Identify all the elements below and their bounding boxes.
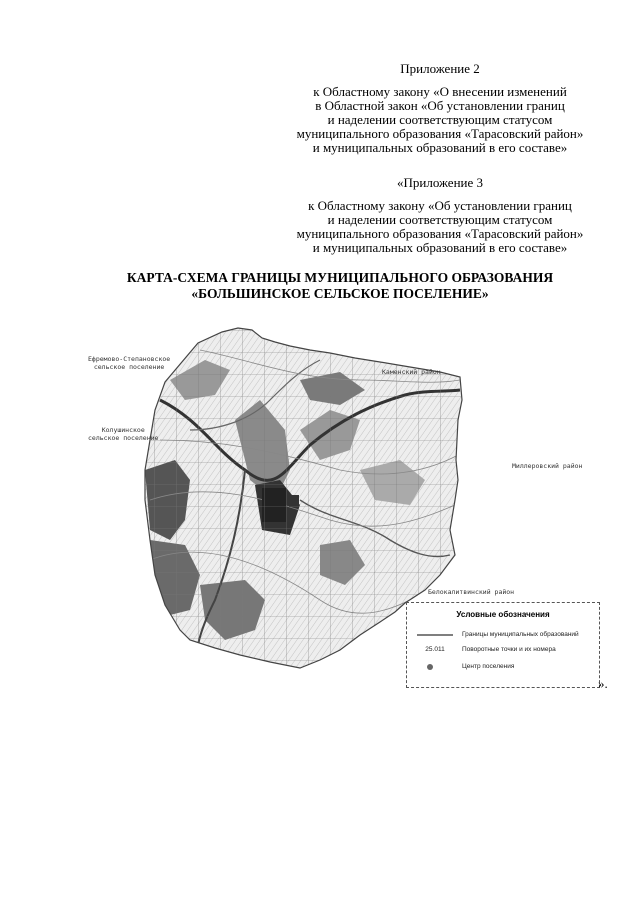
appendix-2-heading: Приложение 2 — [400, 61, 480, 76]
boundary-line-icon — [417, 630, 453, 640]
appendix-3-line: к Областному закону «Об установлении границ — [308, 198, 572, 213]
map-legend — [406, 602, 600, 688]
title-line-1: КАРТА-СХЕМА ГРАНИЦЫ МУНИЦИПАЛЬНОГО ОБРАЗОВАНИЯ — [126, 270, 554, 285]
appendix-2-line: муниципального образования «Тарасовский район» — [296, 126, 584, 141]
neighbor-label-efremovo — [88, 355, 170, 371]
appendix-2-line: к Областному закону «О внесении изменений — [313, 84, 567, 99]
appendix-2-line: и наделении соответствующим статусом — [327, 112, 553, 127]
neighbor-label-belokalitvinsky: Белокалитвинский район — [428, 588, 515, 596]
legend-row-points — [407, 645, 599, 655]
legend-title: Условные обозначения — [456, 610, 550, 619]
label-line: сельское поселение — [88, 434, 159, 442]
legend-center-label: Центр поселения — [462, 663, 515, 670]
label-line: сельское поселение — [93, 363, 165, 371]
legend-points-label: Поворотные точки и их номера — [462, 646, 556, 653]
neighbor-label-millerovsky: Миллеровский район — [512, 462, 583, 470]
neighbor-label-kolushinskoe — [88, 426, 158, 442]
settlement-center-icon — [417, 662, 453, 672]
neighbor-label-kamensky: Каменский район — [382, 368, 441, 376]
legend-row-boundary — [407, 630, 599, 640]
appendix-2-line: и муниципальных образований в его составе» — [312, 140, 568, 155]
appendix-3-line: и муниципальных образований в его составе» — [312, 240, 568, 255]
appendix-2-line: в Областной закон «Об установлении границ — [315, 98, 565, 113]
appendix-3-heading: «Приложение 3 — [396, 175, 484, 190]
legend-row-center — [407, 662, 599, 672]
closing-quote: ». — [598, 676, 608, 691]
legend-boundary-label: Границы муниципальных образований — [462, 631, 579, 638]
label-line: Ефремово-Степановское — [88, 355, 171, 363]
title-line-2: «БОЛЬШИНСКОЕ СЕЛЬСКОЕ ПОСЕЛЕНИЕ» — [191, 286, 489, 301]
appendix-3-line: и наделении соответствующим статусом — [327, 212, 553, 227]
appendix-3-line: муниципального образования «Тарасовский район» — [296, 226, 584, 241]
label-line: Колушинское — [101, 426, 145, 434]
turning-point-symbol: 25.011 — [425, 646, 445, 653]
